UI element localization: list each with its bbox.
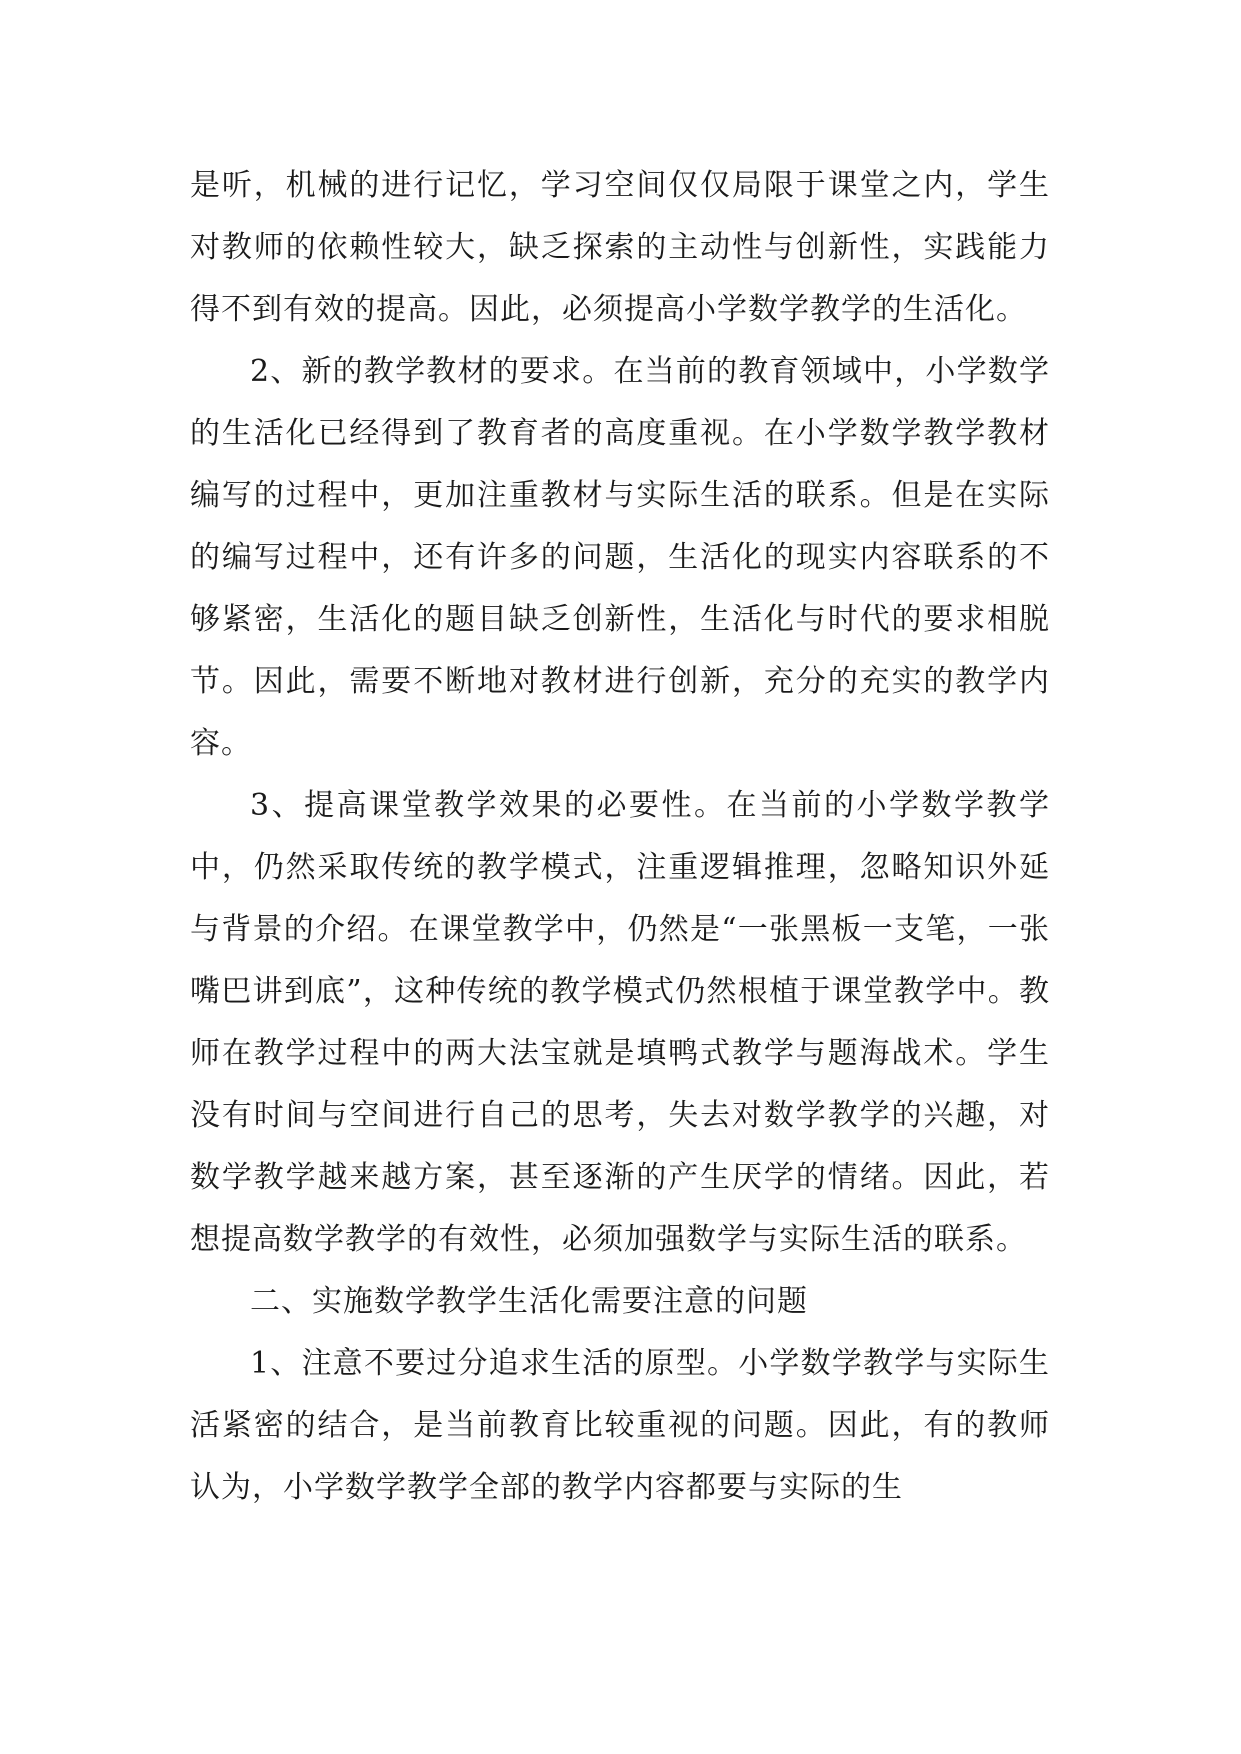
section-heading: 二、实施数学教学生活化需要注意的问题 [250,1284,808,1319]
body-text [190,155,1050,1519]
paragraph-continuation: 是听，机械的进行记忆，学习空间仅仅局限于课堂之内，学生对教师的依赖性较大，缺乏探索的主动性与创新性，实践能力得不到有效的提高。因此，必须提高小学数学教学的生活化。 [190,168,1050,327]
paragraph-new-textbook-requirements: 2、新的教学教材的要求。在当前的教育领域中，小学数学的生活化已经得到了教育者的高度重视。在小学数学教学教材编写的过程中，更加注重教材与实际生活的联系。但是在实际的编写过程中，还有许多的问题，生活化的现实内容联系的不够紧密，生活化的题目缺乏创新性，生活化与时代的要求相脱节。因此，需要不断地对教材进行创新，充分的充实的教学内容。 [190,354,1050,761]
paragraph-avoid-prototype: 1、注意不要过分追求生活的原型。小学数学教学与实际生活紧密的结合，是当前教育比较重视的问题。因此，有的教师认为，小学数学教学全部的教学内容都要与实际的生 [190,1346,1050,1505]
paragraph-classroom-effectiveness: 3、提高课堂教学效果的必要性。在当前的小学数学教学中，仍然采取传统的教学模式，注重逻辑推理，忽略知识外延与背景的介绍。在课堂教学中，仍然是“一张黑板一支笔，一张嘴巴讲到底”，这种传统的教学模式仍然根植于课堂教学中。教师在教学过程中的两大法宝就是填鸭式教学与题海战术。学生没有时间与空间进行自己的思考，失去对数学教学的兴趣，对数学教学越来越方案，甚至逐渐的产生厌学的情绪。因此，若想提高数学教学的有效性，必须加强数学与实际生活的联系。 [190,788,1050,1257]
